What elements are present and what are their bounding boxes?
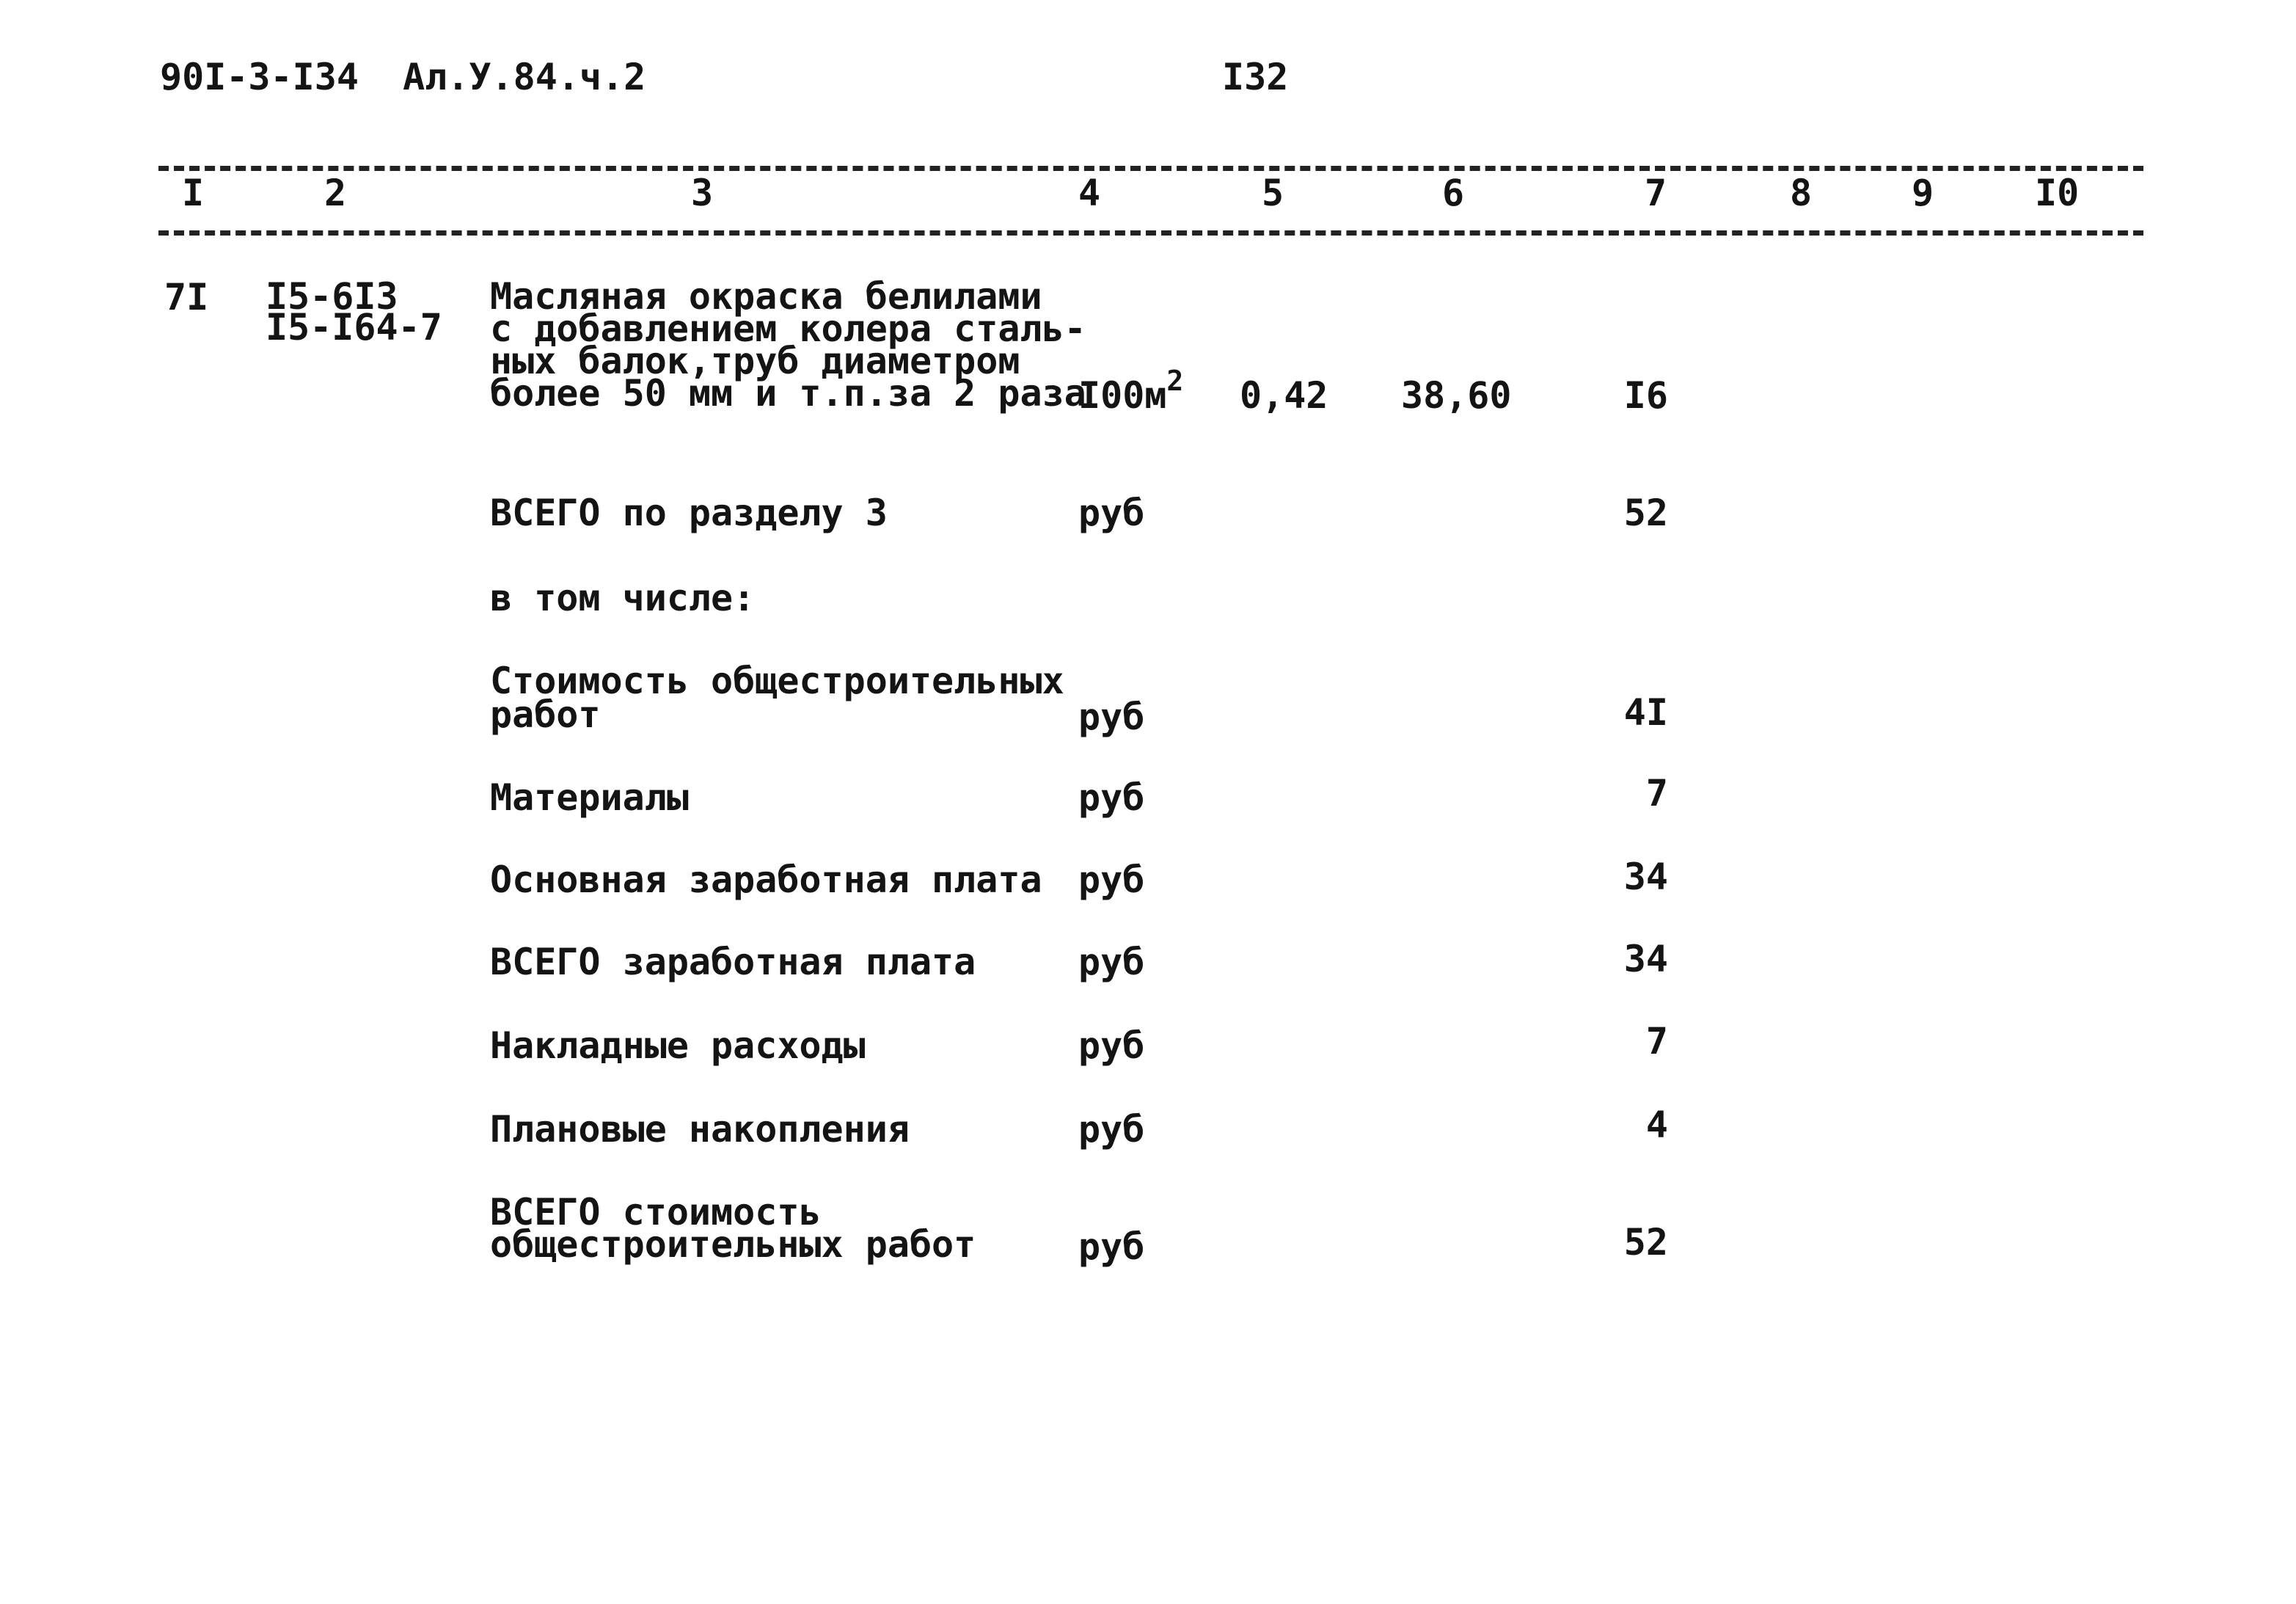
column-number: I bbox=[182, 172, 205, 214]
summary-label: Основная заработная плата bbox=[490, 858, 1042, 901]
page-number: I32 bbox=[1222, 56, 1289, 98]
column-number: I0 bbox=[2035, 172, 2080, 214]
document-code: 90I-3-I34 Ал.У.84.ч.2 bbox=[160, 56, 646, 98]
summary-label: Накладные расходы bbox=[490, 1024, 866, 1067]
item-quantity: 0,42 bbox=[1240, 374, 1328, 417]
summary-unit: руб bbox=[1078, 858, 1145, 901]
summary-label: Материалы bbox=[490, 776, 689, 819]
item-unit-exponent: 2 bbox=[1166, 365, 1184, 398]
item-unit-base: I00м bbox=[1078, 374, 1167, 417]
summary-value: 4 bbox=[1645, 1104, 1668, 1146]
item-description-line: более 50 мм и т.п.за 2 раза bbox=[490, 372, 1086, 415]
summary-unit: руб bbox=[1078, 776, 1145, 819]
column-number: 9 bbox=[1912, 172, 1934, 214]
summary-value: 34 bbox=[1623, 938, 1668, 980]
summary-label: Плановые накопления bbox=[490, 1108, 910, 1151]
item-description-line: с добавлением колера сталь- bbox=[490, 307, 1086, 350]
summary-label: работ bbox=[490, 693, 601, 736]
column-number: 5 bbox=[1262, 172, 1284, 214]
column-number: 4 bbox=[1078, 172, 1101, 214]
column-number: 8 bbox=[1790, 172, 1813, 214]
item-price: 38,60 bbox=[1401, 374, 1512, 417]
summary-label: Стоимость общестроительных bbox=[490, 660, 1064, 702]
summary-value: 4I bbox=[1623, 691, 1668, 734]
item-description-line: Масляная окраска белилами bbox=[490, 275, 1042, 318]
column-number: 3 bbox=[691, 172, 714, 214]
summary-label: ВСЕГО заработная плата bbox=[490, 941, 976, 983]
item-total: I6 bbox=[1623, 374, 1668, 417]
summary-value: 52 bbox=[1623, 492, 1668, 534]
header-rule-top bbox=[158, 166, 2143, 171]
item-number: 7I bbox=[164, 276, 209, 318]
summary-label: ВСЕГО по разделу 3 bbox=[490, 492, 888, 534]
item-code: I5-6I3 bbox=[266, 275, 398, 318]
summary-label: в том числе: bbox=[490, 577, 756, 619]
summary-unit: руб bbox=[1078, 941, 1145, 983]
summary-unit: руб bbox=[1078, 1225, 1145, 1268]
item-code: I5-I64-7 bbox=[266, 306, 442, 349]
summary-unit: руб bbox=[1078, 1108, 1145, 1151]
column-number: 2 bbox=[324, 172, 347, 214]
item-description-line: ных балок,труб диаметром bbox=[490, 340, 1020, 382]
item-unit bbox=[1078, 365, 1184, 417]
summary-unit: руб bbox=[1078, 1024, 1145, 1067]
column-number: 7 bbox=[1645, 172, 1667, 214]
summary-value: 52 bbox=[1623, 1221, 1668, 1264]
column-number: 6 bbox=[1442, 172, 1465, 214]
summary-label: общестроительных работ bbox=[490, 1223, 976, 1266]
summary-unit: руб bbox=[1078, 696, 1145, 738]
header-rule-bottom bbox=[158, 230, 2143, 236]
summary-value: 7 bbox=[1645, 772, 1668, 814]
summary-value: 34 bbox=[1623, 856, 1668, 898]
summary-label: ВСЕГО стоимость bbox=[490, 1191, 822, 1233]
summary-unit: руб bbox=[1078, 492, 1145, 534]
summary-value: 7 bbox=[1645, 1020, 1668, 1062]
